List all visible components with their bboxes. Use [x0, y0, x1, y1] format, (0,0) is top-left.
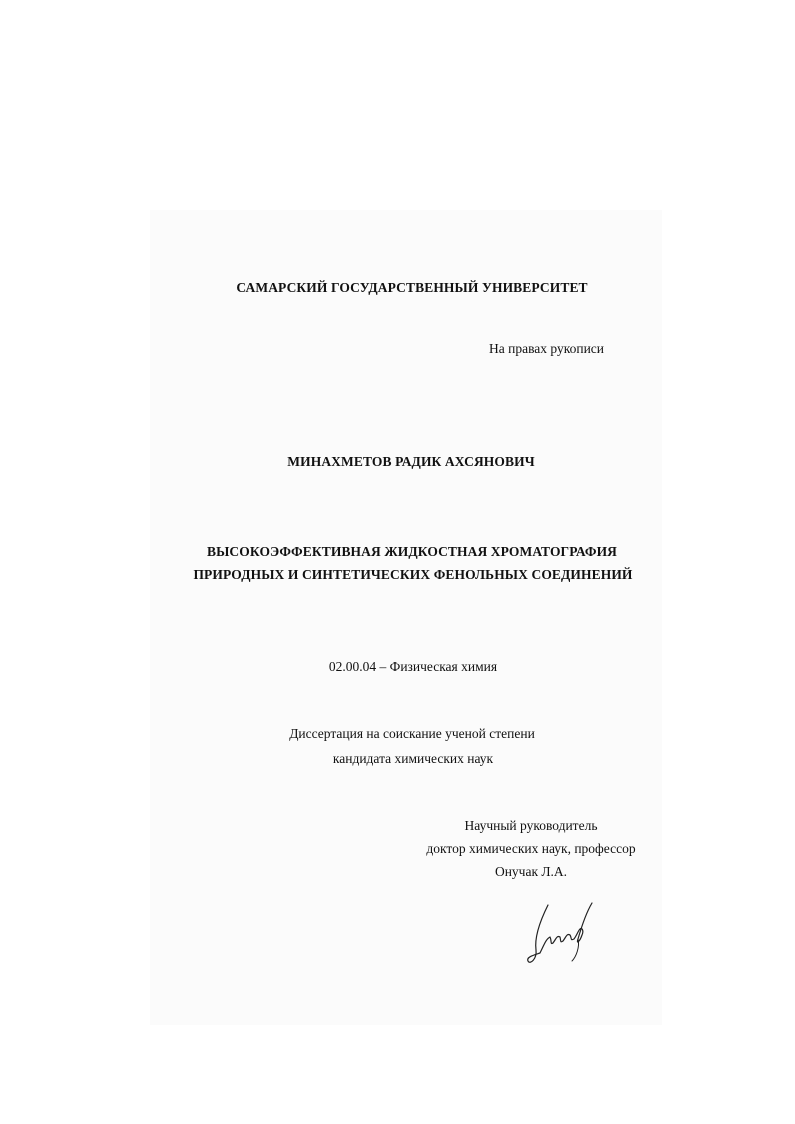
manuscript-note: На правах рукописи	[489, 341, 605, 356]
handwritten-signature	[520, 895, 600, 970]
